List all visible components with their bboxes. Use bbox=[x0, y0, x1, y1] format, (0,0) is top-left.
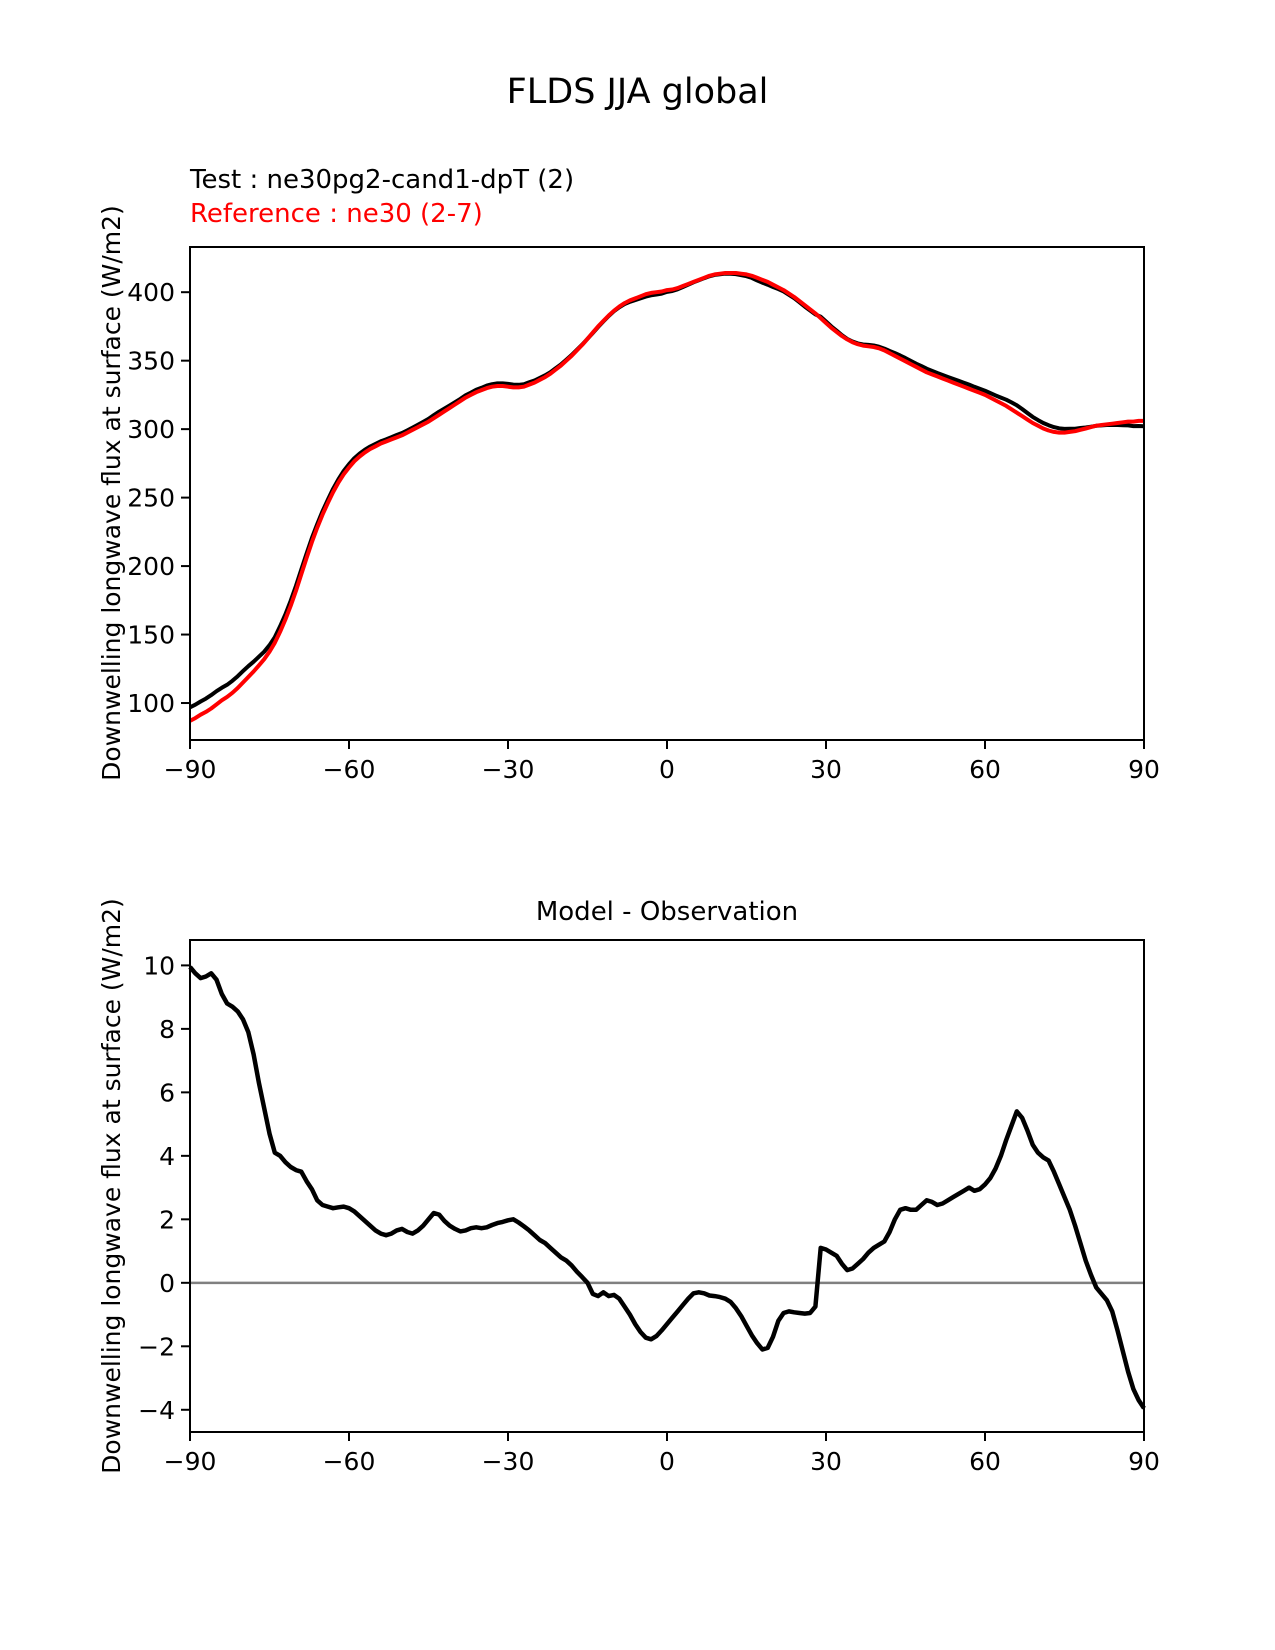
x-tick-label: 30 bbox=[810, 1447, 842, 1476]
axis-frame bbox=[190, 940, 1144, 1432]
top-chart bbox=[127, 247, 1160, 784]
y-tick-label: 200 bbox=[127, 552, 175, 582]
bottom-chart-ylabel: Downwelling longwave flux at surface (W/m2) bbox=[97, 898, 126, 1474]
series-line-0 bbox=[190, 967, 1144, 1408]
x-tick-label: 0 bbox=[659, 1447, 675, 1476]
x-tick-label: −60 bbox=[322, 1447, 376, 1476]
y-tick-label: 300 bbox=[127, 415, 175, 445]
y-tick-label: 400 bbox=[127, 278, 175, 308]
y-tick-label: 4 bbox=[159, 1141, 175, 1171]
y-tick-label: 150 bbox=[127, 620, 175, 650]
x-tick-label: 0 bbox=[659, 755, 675, 784]
top-chart-ylabel: Downwelling longwave flux at surface (W/m2) bbox=[97, 205, 126, 781]
legend-reference-label: Reference : ne30 (2-7) bbox=[190, 199, 483, 229]
x-tick-label: −90 bbox=[163, 755, 217, 784]
x-tick-label: 60 bbox=[969, 1447, 1001, 1476]
y-tick-label: −4 bbox=[138, 1395, 175, 1425]
x-tick-label: −60 bbox=[322, 755, 376, 784]
x-tick-label: −30 bbox=[481, 1447, 535, 1476]
y-tick-label: 2 bbox=[159, 1205, 175, 1235]
y-tick-label: 10 bbox=[143, 951, 175, 981]
figure-title: FLDS JJA global bbox=[506, 72, 769, 112]
x-tick-label: 30 bbox=[810, 755, 842, 784]
series-line-1 bbox=[190, 273, 1144, 721]
x-tick-label: −90 bbox=[163, 1447, 217, 1476]
y-tick-label: 350 bbox=[127, 346, 175, 376]
y-tick-label: 0 bbox=[159, 1268, 175, 1298]
x-tick-label: −30 bbox=[481, 755, 535, 784]
y-tick-label: −2 bbox=[138, 1332, 175, 1362]
bottom-chart-title: Model - Observation bbox=[535, 897, 799, 927]
y-tick-label: 100 bbox=[127, 689, 175, 719]
x-tick-label: 90 bbox=[1128, 755, 1160, 784]
x-tick-label: 60 bbox=[969, 755, 1001, 784]
x-tick-label: 90 bbox=[1128, 1447, 1160, 1476]
y-tick-label: 8 bbox=[159, 1014, 175, 1044]
legend-test-label: Test : ne30pg2-cand1-dpT (2) bbox=[190, 165, 575, 195]
y-tick-label: 250 bbox=[127, 483, 175, 513]
bottom-chart bbox=[138, 940, 1160, 1476]
y-tick-label: 6 bbox=[159, 1078, 175, 1108]
